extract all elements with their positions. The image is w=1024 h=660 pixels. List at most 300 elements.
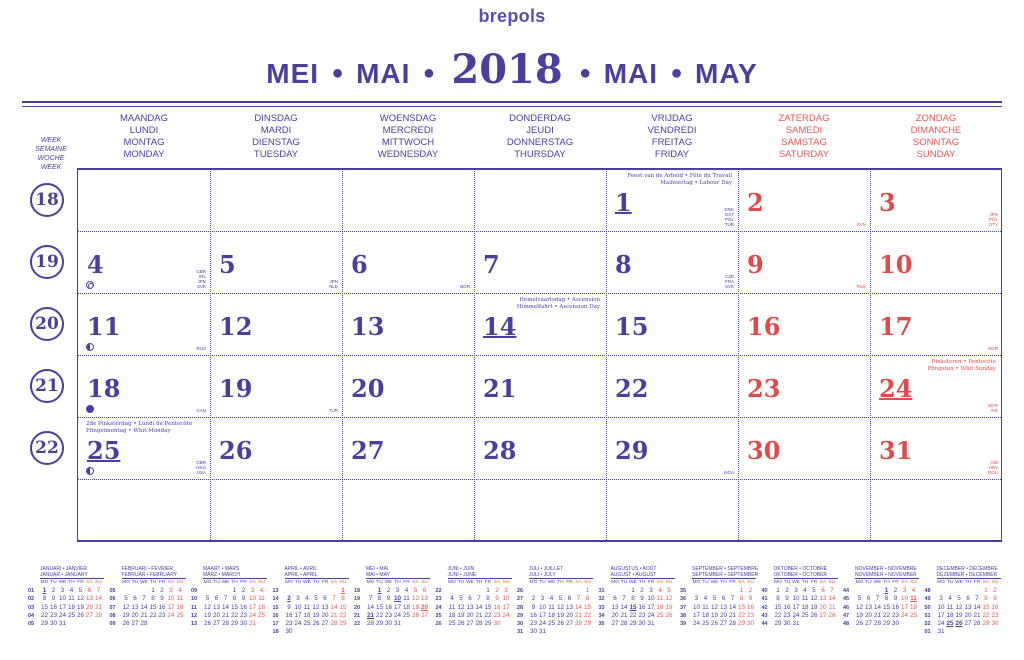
- mini-day: 1: [984, 587, 988, 594]
- mini-calendar: [28, 566, 104, 628]
- mini-day: 28: [366, 620, 374, 628]
- country-codes: JPN NLD: [328, 279, 338, 289]
- mini-week-row: [843, 595, 919, 603]
- mini-day: 21: [330, 611, 338, 619]
- mini-day: 8: [984, 595, 988, 603]
- mini-weekday: TH: [231, 580, 238, 585]
- mini-week-row: [599, 595, 675, 603]
- mini-week-row: [925, 604, 1001, 612]
- mini-day: [547, 628, 556, 636]
- mini-day: 5: [314, 595, 318, 603]
- moon-phase-icon: [86, 405, 94, 413]
- mini-week-row: [354, 595, 430, 603]
- mini-day: 11: [68, 595, 75, 603]
- mini-day: 19: [457, 611, 465, 619]
- country-codes: BGR: [460, 284, 470, 289]
- mini-weekday: WE: [303, 580, 311, 585]
- mini-day: 27: [719, 620, 727, 628]
- mini-day: 13: [85, 595, 93, 603]
- day-cell[interactable]: [474, 231, 606, 293]
- mini-day: 26: [457, 620, 465, 628]
- title-separator: ●: [331, 62, 344, 84]
- mini-day: [810, 620, 819, 628]
- mini-week-number: 43: [761, 612, 768, 619]
- mini-day: [312, 628, 321, 636]
- day-cell[interactable]: [474, 355, 606, 417]
- mini-day: 12: [556, 603, 564, 611]
- mini-day: 19: [76, 603, 84, 611]
- mini-day: 17: [900, 603, 908, 611]
- mini-weekday: SU: [747, 580, 754, 585]
- mini-weekday: WE: [873, 580, 882, 585]
- mini-week-number: 18: [272, 629, 279, 636]
- day-number: 16: [747, 312, 781, 341]
- day-header-line: MITTWOCH: [381, 137, 435, 148]
- day-cell[interactable]: [606, 355, 738, 417]
- day-number: 9: [747, 250, 764, 279]
- mini-day: 9: [386, 595, 391, 603]
- mini-month-title: JULI • JUILLET JULI • JULY: [529, 566, 593, 579]
- mini-day: 4: [178, 587, 182, 594]
- mini-day: 22: [982, 611, 990, 619]
- mini-day: 17: [248, 603, 256, 611]
- mini-week-number: 25: [435, 612, 442, 619]
- mini-day: 16: [384, 603, 392, 611]
- mini-day: [529, 587, 538, 595]
- mini-day: 16: [493, 603, 501, 611]
- mini-day: [728, 587, 737, 595]
- mini-day: 24: [647, 611, 655, 619]
- mini-week-number: 39: [680, 621, 687, 628]
- mini-weekday: SU: [584, 580, 591, 585]
- day-cell[interactable]: [870, 355, 1002, 417]
- mini-day: 15: [583, 603, 591, 611]
- mini-day: [719, 587, 728, 595]
- day-header-5: [739, 113, 869, 161]
- mini-week-row: [517, 595, 593, 603]
- mini-day: 29: [629, 620, 637, 628]
- mini-day: 7: [875, 595, 880, 603]
- mini-weekday: TH: [68, 580, 75, 585]
- mini-day: 24: [502, 611, 510, 619]
- year: 2018: [451, 46, 563, 93]
- mini-day: 27: [420, 611, 428, 619]
- mini-day: 6: [567, 595, 572, 603]
- mini-day: 15: [230, 603, 238, 611]
- day-cell[interactable]: [210, 293, 342, 355]
- mini-day: 5: [413, 587, 418, 594]
- mini-day: 3: [694, 595, 699, 603]
- mini-week-number: 48: [924, 588, 931, 594]
- mini-day: 30: [746, 620, 754, 628]
- mini-day: 3: [540, 595, 545, 603]
- mini-day: 23: [891, 611, 899, 619]
- mini-week-number: 35: [680, 588, 687, 594]
- day-cell[interactable]: [342, 293, 474, 355]
- week-number: 18: [30, 183, 64, 217]
- mini-day: 6: [133, 595, 137, 603]
- mini-day: 24: [538, 620, 546, 628]
- mini-day: 10: [937, 603, 945, 611]
- day-cell[interactable]: [78, 293, 210, 355]
- mini-week-number: 17: [272, 621, 279, 628]
- mini-week-row: [28, 612, 104, 620]
- mini-day: 16: [239, 603, 247, 611]
- mini-weekday-row: [203, 579, 267, 587]
- day-number: 3: [879, 188, 896, 217]
- mini-day: 2: [640, 587, 644, 594]
- day-cell[interactable]: [342, 417, 474, 479]
- mini-day: 19: [312, 611, 320, 619]
- mini-day: 15: [882, 603, 890, 611]
- mini-week-row: [517, 587, 593, 595]
- mini-week-row: [762, 587, 838, 595]
- mini-day: 27: [611, 620, 619, 628]
- mini-day: 25: [547, 620, 555, 628]
- day-cell[interactable]: [738, 293, 870, 355]
- mini-day: 25: [656, 611, 664, 619]
- mini-weekday: TU: [50, 580, 57, 585]
- day-cell[interactable]: [78, 231, 210, 293]
- day-cell[interactable]: [870, 231, 1002, 293]
- day-header-line: VENDREDI: [647, 125, 697, 136]
- mini-weekday: FR: [77, 580, 84, 585]
- mini-day: 3: [939, 595, 943, 603]
- mini-day: 23: [493, 611, 501, 619]
- mini-day: 25: [448, 620, 456, 628]
- mini-week-row: [762, 620, 838, 628]
- mini-day: 9: [160, 595, 164, 603]
- mini-weekday: MO: [285, 580, 293, 585]
- mini-day: 28: [94, 611, 102, 619]
- mini-weekday-row: [937, 579, 1001, 587]
- mini-week-row: [110, 620, 186, 628]
- mini-week-number: 13: [191, 621, 198, 628]
- mini-day: 13: [131, 603, 139, 611]
- mini-day: 31: [647, 620, 655, 628]
- mini-day: 26: [810, 611, 818, 619]
- day-cell[interactable]: [870, 169, 1002, 231]
- mini-month-title: MEI • MAI MAI • MAY: [366, 566, 430, 579]
- week-number: 20: [30, 307, 64, 341]
- mini-week-row: [843, 587, 919, 595]
- mini-calendar: [110, 566, 186, 628]
- day-header-line: MONTAG: [123, 137, 165, 148]
- mini-day: [339, 628, 348, 636]
- mini-weekday: TU: [946, 580, 954, 585]
- mini-week-row: [110, 595, 186, 603]
- mini-day: [828, 620, 837, 628]
- day-cell[interactable]: [210, 417, 342, 479]
- day-number: 21: [483, 374, 517, 403]
- day-cell[interactable]: [474, 417, 606, 479]
- mini-week-number: 05: [109, 588, 116, 594]
- day-number: 18: [87, 374, 121, 403]
- mini-day: 11: [656, 595, 664, 603]
- mini-weekday: FR: [892, 580, 899, 585]
- day-number: 5: [219, 250, 236, 279]
- mini-day: 21: [475, 611, 483, 619]
- mini-weekday: TU: [376, 580, 383, 585]
- mini-day: [448, 587, 457, 595]
- mini-day: 17: [538, 611, 546, 619]
- mini-day: 7: [142, 595, 146, 603]
- week-number: 19: [30, 245, 64, 279]
- day-header-line: SAMEDI: [785, 125, 823, 136]
- mini-day: 22: [629, 611, 637, 619]
- mini-day: 30: [49, 620, 57, 628]
- mini-day: 20: [611, 611, 619, 619]
- mini-day: [973, 587, 982, 595]
- mini-week-row: [680, 587, 756, 595]
- mini-week-number: 03: [28, 604, 35, 611]
- mini-day: [321, 587, 330, 595]
- mini-day: [257, 620, 266, 628]
- month-name-de: MAI: [603, 58, 659, 89]
- mini-day: 7: [975, 595, 979, 603]
- mini-day: 6: [323, 595, 327, 603]
- week-number: 21: [30, 369, 64, 403]
- mini-day: 19: [810, 603, 818, 611]
- mini-day: 21: [828, 603, 836, 611]
- day-cell[interactable]: [606, 169, 738, 231]
- mini-weekday: TH: [801, 580, 809, 585]
- mini-weekday: TH: [720, 580, 727, 585]
- mini-day: [176, 620, 185, 628]
- mini-day: 7: [96, 587, 101, 594]
- day-cell[interactable]: [210, 355, 342, 417]
- mini-day: [303, 628, 312, 636]
- mini-day: 23: [49, 611, 57, 619]
- mini-day: 29: [230, 620, 238, 628]
- mini-weekday: WE: [792, 580, 800, 585]
- day-number: 24: [879, 374, 913, 403]
- mini-day: [457, 587, 466, 595]
- day-cell[interactable]: [78, 417, 210, 479]
- day-cell[interactable]: [606, 293, 738, 355]
- mini-weekday: SA: [656, 580, 664, 585]
- mini-weekday: TU: [294, 580, 302, 585]
- mini-week-number: 22: [354, 621, 361, 628]
- mini-day: 4: [305, 595, 309, 603]
- mini-day: 30: [493, 620, 501, 628]
- mini-day: 22: [882, 611, 890, 619]
- mini-day: 29: [484, 620, 492, 628]
- mini-weekday: FR: [647, 580, 655, 585]
- day-header-line: SUNDAY: [916, 149, 956, 160]
- mini-day: 2: [748, 587, 753, 594]
- day-cell[interactable]: [342, 355, 474, 417]
- mini-day: [864, 587, 873, 595]
- mini-week-number: 09: [109, 621, 116, 628]
- day-cell[interactable]: [210, 231, 342, 293]
- mini-day: 12: [76, 595, 84, 603]
- mini-weekday: SA: [86, 580, 93, 585]
- mini-week-number: 19: [354, 596, 361, 603]
- day-cell[interactable]: [606, 417, 738, 479]
- mini-weekday: MO: [529, 580, 538, 585]
- mini-day: [955, 628, 964, 636]
- mini-day: 10: [647, 595, 655, 603]
- mini-week-row: [680, 612, 756, 620]
- mini-day: 8: [776, 595, 780, 603]
- mini-day: 23: [783, 611, 791, 619]
- day-cell[interactable]: [78, 355, 210, 417]
- day-cell[interactable]: [738, 169, 870, 231]
- mini-day: 5: [712, 595, 717, 603]
- mini-day: 7: [576, 595, 581, 603]
- mini-day: 13: [819, 595, 827, 603]
- mini-day: 15: [484, 603, 492, 611]
- mini-weekday: MO: [855, 580, 864, 585]
- mini-day: [285, 587, 294, 595]
- day-header-line: TUESDAY: [253, 149, 299, 160]
- mini-week-number: 29: [517, 612, 524, 619]
- mini-day: 13: [212, 603, 220, 611]
- day-number: 7: [483, 250, 500, 279]
- mini-week-number: 47: [843, 612, 850, 619]
- mini-weekday: MO: [937, 580, 945, 585]
- day-header-1: [211, 113, 341, 161]
- day-cell[interactable]: [738, 355, 870, 417]
- day-cell[interactable]: [738, 417, 870, 479]
- mini-week-number: 18: [354, 588, 361, 594]
- mini-day: 28: [873, 620, 881, 628]
- mini-day: 13: [611, 603, 619, 611]
- mini-day: 27: [864, 620, 872, 628]
- mini-day: [583, 628, 592, 636]
- mini-day: [131, 587, 140, 595]
- mini-week-row: [28, 620, 104, 628]
- mini-day: 8: [486, 595, 490, 603]
- mini-week-number: 31: [517, 629, 524, 636]
- day-number: 12: [219, 312, 253, 341]
- mini-calendar: [843, 566, 919, 628]
- day-number: 17: [879, 312, 913, 341]
- mini-weekday-row: [529, 579, 593, 587]
- mini-week-row: [925, 628, 1001, 636]
- mini-day: [312, 587, 321, 595]
- mini-day: 10: [58, 595, 66, 603]
- mini-week-number: 41: [761, 596, 768, 603]
- mini-day: [611, 587, 620, 595]
- mini-day: 19: [955, 611, 963, 619]
- mini-day: 16: [638, 603, 646, 611]
- day-header-line: VRIJDAG: [651, 113, 693, 124]
- mini-week-number: 24: [435, 604, 442, 611]
- mini-week-number: 02: [28, 596, 35, 603]
- mini-week-number: 52: [924, 621, 931, 628]
- mini-week-row: [354, 587, 430, 595]
- day-cell[interactable]: [870, 293, 1002, 355]
- country-codes: SVN: [856, 222, 866, 227]
- mini-calendar: [354, 566, 430, 628]
- mini-month-title: DECEMBER • DÉCEMBRE DEZEMBER • DECEMBER: [937, 566, 1001, 579]
- mini-week-row: [354, 612, 430, 620]
- title-separator: ●: [579, 62, 592, 84]
- week-column-header: WEEK SEMAINE WOCHE WEEK: [35, 137, 67, 171]
- mini-day: [574, 628, 583, 636]
- day-cell[interactable]: [474, 293, 606, 355]
- mini-week-number: 14: [272, 596, 279, 603]
- mini-weekday: SA: [982, 580, 990, 585]
- mini-day: 4: [803, 587, 807, 594]
- mini-day: 26: [855, 620, 863, 628]
- mini-day: 17: [167, 603, 175, 611]
- mini-day: 22: [583, 611, 591, 619]
- day-cell[interactable]: [738, 231, 870, 293]
- mini-weekday: TU: [131, 580, 139, 585]
- mini-weekday: TH: [883, 580, 890, 585]
- mini-week-row: [191, 612, 267, 620]
- mini-week-number: 20: [354, 604, 361, 611]
- mini-day: 27: [819, 611, 827, 619]
- mini-day: 10: [167, 595, 175, 603]
- mini-day: 12: [955, 603, 963, 611]
- moon-phase-icon: [86, 467, 94, 475]
- mini-week-number: 46: [843, 604, 850, 611]
- mini-weekday: TH: [475, 580, 483, 585]
- mini-day: 23: [384, 611, 392, 619]
- mini-day: 9: [893, 595, 898, 603]
- mini-day: 21: [873, 611, 881, 619]
- mini-weekday: SA: [167, 580, 175, 585]
- holiday-label: 2de Pinksterdag • Lundi de Pentecôte Pfingstmontag • Whit Monday: [86, 421, 193, 434]
- mini-day: 4: [948, 595, 952, 603]
- mini-day: 14: [475, 603, 483, 611]
- mini-day: 2: [993, 587, 997, 594]
- mini-weekday-row: [366, 579, 430, 587]
- day-number: 31: [879, 436, 913, 465]
- mini-day: [574, 587, 583, 595]
- mini-day: 18: [909, 603, 917, 611]
- mini-month-title: FEBRUARI • FÉVRIER FEBRUAR • FEBRUARY: [122, 566, 186, 579]
- mini-day: 19: [411, 603, 419, 611]
- mini-day: [411, 620, 420, 628]
- mini-weekday: WE: [466, 580, 474, 585]
- day-cell[interactable]: [606, 231, 738, 293]
- mini-day: 1: [151, 587, 155, 594]
- mini-day: 4: [450, 595, 454, 603]
- brand-logo: brepols: [478, 6, 546, 26]
- mini-day: [801, 620, 810, 628]
- day-cell[interactable]: [342, 231, 474, 293]
- mini-day: [565, 587, 574, 595]
- mini-weekday: WE: [710, 580, 719, 585]
- mini-week-number: 07: [109, 604, 116, 611]
- mini-day: 10: [900, 595, 908, 603]
- mini-week-row: [28, 604, 104, 612]
- mini-day: 27: [212, 620, 220, 628]
- mini-day: 1: [341, 587, 345, 594]
- mini-week-number: 44: [761, 621, 768, 628]
- mini-week-number: 13: [272, 588, 279, 594]
- mini-weekday: SU: [421, 580, 428, 585]
- mini-week-row: [517, 604, 593, 612]
- day-header-line: MONDAY: [123, 149, 165, 160]
- mini-weekday: TU: [539, 580, 546, 585]
- mini-day: [900, 620, 909, 628]
- mini-week-row: [110, 604, 186, 612]
- mini-day: 7: [622, 595, 626, 603]
- mini-day: 23: [638, 611, 646, 619]
- mini-day: 5: [124, 595, 128, 603]
- day-cell[interactable]: [870, 417, 1002, 479]
- mini-calendar: [925, 566, 1001, 637]
- mini-day: 29: [40, 620, 48, 628]
- mini-day: 6: [721, 595, 726, 603]
- mini-day: [67, 620, 76, 628]
